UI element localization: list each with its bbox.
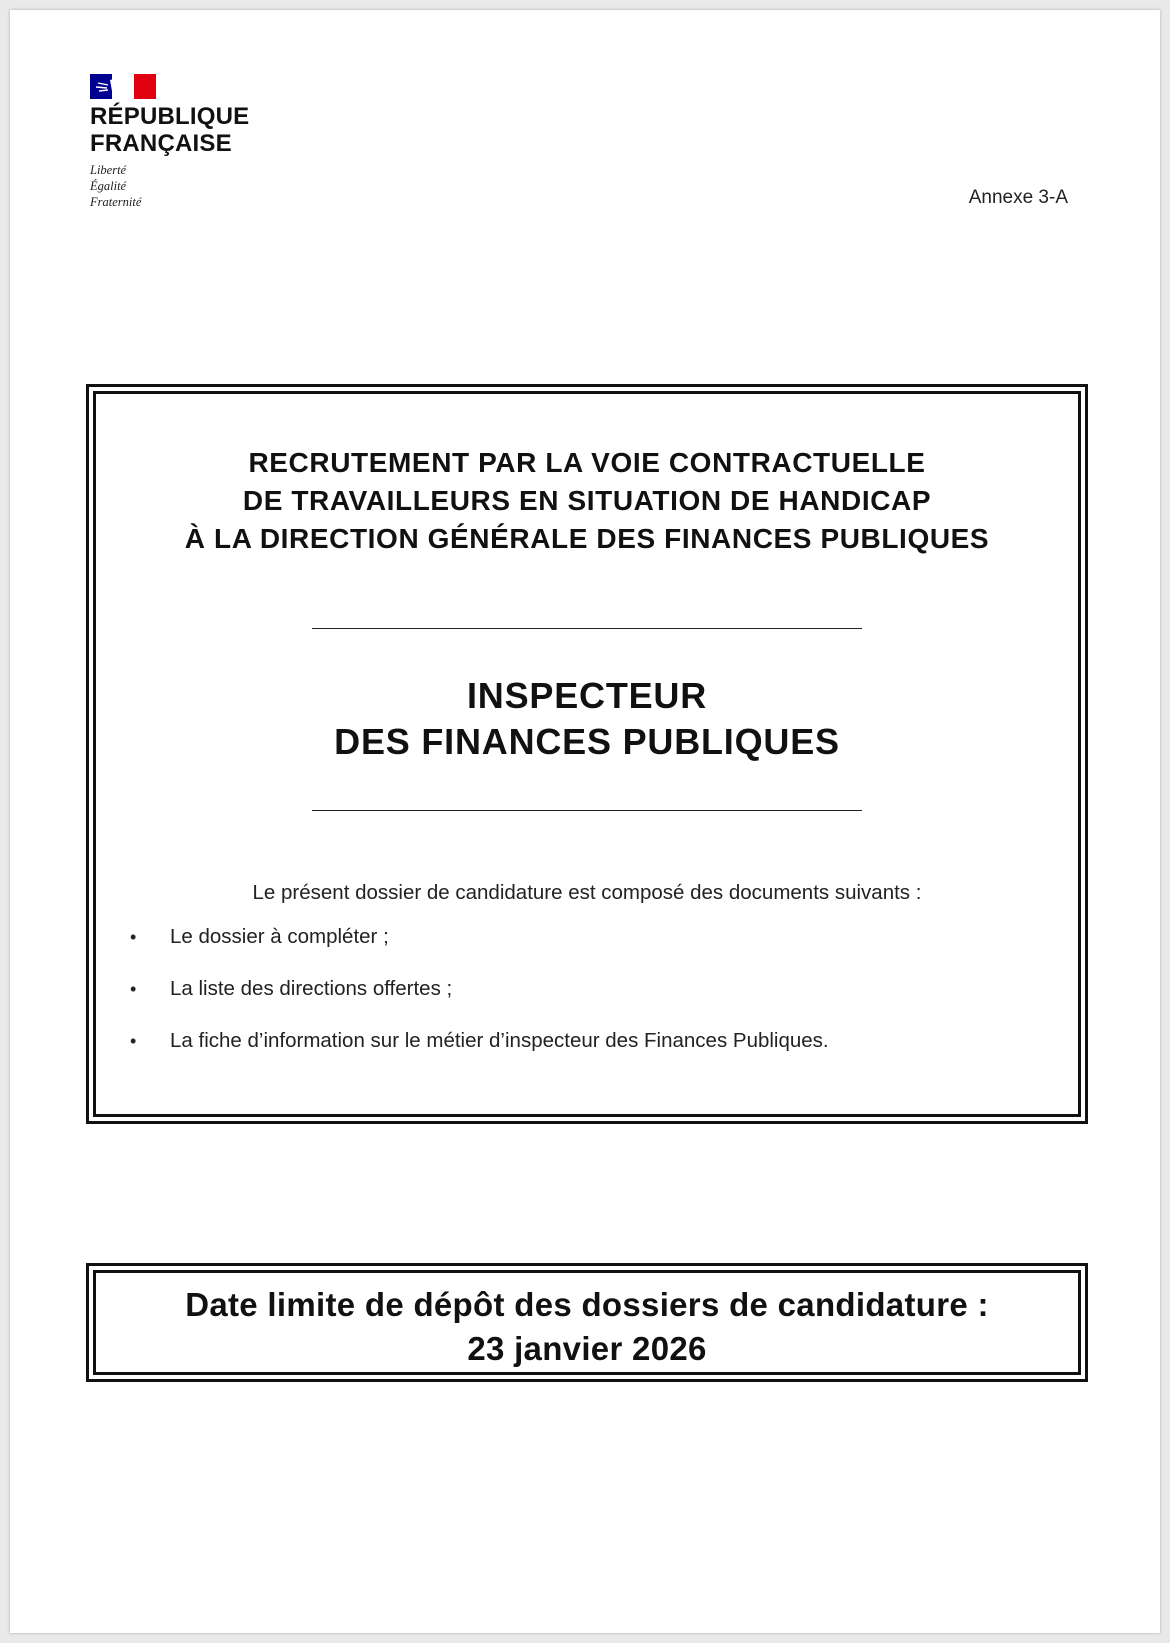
heading-line-2: DE TRAVAILLEURS EN SITUATION DE HANDICAP (242, 485, 932, 516)
bullet-icon: • (130, 1031, 137, 1051)
list-item (130, 923, 1078, 951)
motto-egalite: Égalité (90, 179, 127, 193)
documents-list (96, 923, 1078, 1055)
divider-bottom (312, 810, 862, 811)
logo-name (90, 103, 290, 157)
document-item-label: La fiche d’information sur le métier d’inspecteur des Finances Publiques. (170, 1029, 829, 1052)
marianne-flag-icon (90, 74, 156, 99)
bullet-icon: • (130, 979, 137, 999)
deadline-box (86, 1263, 1088, 1382)
title-line-2: DES FINANCES PUBLIQUES (334, 721, 840, 762)
logo-name-line2: FRANÇAISE (90, 130, 232, 157)
document-item-label: La liste des directions offertes ; (170, 977, 453, 1000)
list-item (130, 1027, 1078, 1055)
deadline-box-inner (93, 1270, 1081, 1375)
logo-motto (90, 162, 290, 210)
list-item (130, 975, 1078, 1003)
main-info-box-inner (93, 391, 1081, 1117)
bullet-icon: • (130, 927, 137, 947)
deadline-text (96, 1273, 1078, 1371)
heading-line-1: RECRUTEMENT PAR LA VOIE CONTRACTUELLE (248, 447, 926, 478)
motto-fraternite: Fraternité (90, 195, 142, 209)
divider-top (312, 628, 862, 629)
main-info-box (86, 384, 1088, 1124)
deadline-label: Date limite de dépôt des dossiers de candidature : (185, 1286, 989, 1323)
document-item-label: Le dossier à compléter ; (170, 925, 389, 948)
logo-name-line1: RÉPUBLIQUE (90, 103, 250, 130)
documents-intro: Le présent dossier de candidature est composé des documents suivants : (252, 881, 922, 904)
deadline-date: 23 janvier 2026 (467, 1330, 707, 1367)
document-page (10, 10, 1160, 1633)
position-title (96, 673, 1078, 765)
title-line-1: INSPECTEUR (466, 675, 708, 716)
heading-line-3: À LA DIRECTION GÉNÉRALE DES FINANCES PUBLIQUES (184, 523, 990, 554)
motto-liberte: Liberté (90, 163, 127, 177)
republique-francaise-logo (90, 74, 290, 210)
recruitment-heading (96, 444, 1078, 558)
annex-label: Annexe 3-A (968, 187, 1068, 208)
